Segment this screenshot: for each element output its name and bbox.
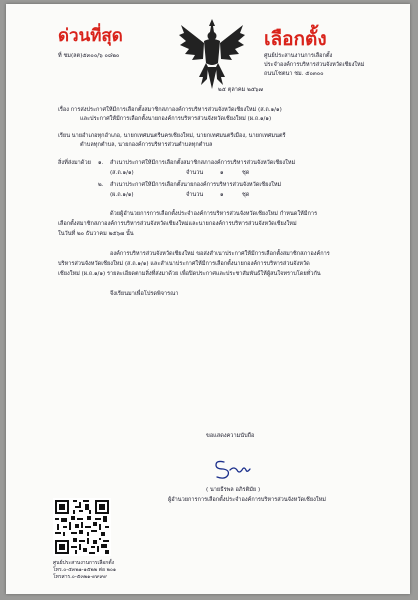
- enclosure-1-text: สำเนาประกาศให้มีการเลือกตั้งสมาชิกสภาองค์การบริหารส่วนจังหวัดเชียงใหม่: [110, 160, 296, 166]
- enclosure-1-qty-label: จำนวน: [186, 170, 204, 176]
- footer-office: ศูนย์ประสานงานการเลือกตั้ง: [53, 560, 115, 566]
- office-address: ถนนโชตนา ชม. ๕๐๓๐๐: [264, 71, 324, 77]
- office-name: ศูนย์ประสานงานการเลือกตั้ง: [264, 53, 333, 59]
- enclosure-2-text: สำเนาประกาศให้มีการเลือกตั้งนายกองค์การบริหารส่วนจังหวัดเชียงใหม่: [110, 182, 282, 188]
- enclosure-2-qty: ๑: [220, 192, 224, 198]
- document-date: ๒๕ ตุลาคม ๒๕๖๗: [218, 87, 263, 93]
- recipient-line-1: เรียน นายอำเภอทุกอำเภอ, นายกเทศมนตรีนครเชียงใหม่, นายกเทศมนตรีเมือง, นายกเทศมนตรี: [58, 133, 286, 139]
- body-para2-line-1: องค์การบริหารส่วนจังหวัดเชียงใหม่ ขอส่งสำเนาประกาศให้มีการเลือกตั้งสมาชิกสภาองค์การ: [110, 251, 330, 257]
- signer-title: ผู้อำนวยการการเลือกตั้งประจำองค์การบริหารส่วนจังหวัดเชียงใหม่: [168, 497, 326, 503]
- footer-fax: โทรสาร.๐-๕๓๒๑-๙๙๙๙: [53, 574, 107, 580]
- subject-line-1: เรื่อง การส่งประกาศให้มีการเลือกตั้งสมาชิกสภาองค์การบริหารส่วนจังหวัดเชียงใหม่ (ส.ถ.๑/๑): [58, 107, 282, 113]
- document-number: ที่ ชม(ลต)๕๓๐๐/๖ ๐๘๒๐: [58, 53, 120, 59]
- enclosure-1-qty: ๑: [220, 170, 224, 176]
- enclosure-2-unit: ชุด: [242, 192, 250, 198]
- enclosure-1-no: ๑.: [98, 160, 104, 166]
- election-stamp: เลือกตั้ง: [264, 28, 327, 50]
- body-para2-line-3: เชียงใหม่ (ผ.ถ.๑/๑) รายละเอียดตามสิ่งที่ส่งมาด้วย เพื่อปิดประกาศและประชาสัมพันธ์ให้ผู้สนใจทราบโดยทั่วกัน: [58, 271, 321, 277]
- enclosures-label: สิ่งที่ส่งมาด้วย: [58, 160, 91, 166]
- body-para1-line-3: ในวันที่ ๒๐ ธันวาคม ๒๕๖๗ นั้น: [58, 231, 134, 237]
- body-para2-line-2: บริหารส่วนจังหวัดเชียงใหม่ (ส.ถ.๑/๑) และสำเนาประกาศให้มีการเลือกตั้งนายกองค์การบริหารส่วนจังหวัด: [58, 261, 310, 267]
- body-para1-line-2: เลือกตั้งสมาชิกสภาองค์การบริหารส่วนจังหวัดเชียงใหม่และนายกองค์การบริหารส่วนจังหวัดเชียงใหม่: [58, 221, 297, 227]
- signer-name: ( นายธีรพล อภิรติมัย ): [206, 487, 261, 493]
- recipient-line-2: ตำบลทุกตำบล, นายกองค์การบริหารส่วนตำบลทุกตำบล: [80, 142, 213, 148]
- enclosure-2-no: ๒.: [98, 182, 104, 188]
- footer-phone: โทร.๐-๕๓๒๑-๑๕๒๒ ต่อ ๒๐๑: [53, 567, 117, 573]
- garuda-emblem: [177, 17, 247, 91]
- urgency-stamp: ด่วนที่สุด: [58, 26, 123, 46]
- body-para1-line-1: ด้วยผู้อำนวยการการเลือกตั้งประจำองค์การบริหารส่วนจังหวัดเชียงใหม่ กำหนดให้มีการ: [110, 211, 318, 217]
- subject-line-2: และประกาศให้มีการเลือกตั้งนายกองค์การบริหารส่วนจังหวัดเชียงใหม่ (ผ.ถ.๑/๑): [80, 116, 272, 122]
- office-unit: ประจำองค์การบริหารส่วนจังหวัดเชียงใหม่: [264, 62, 365, 68]
- enclosure-2-qty-label: จำนวน: [186, 192, 204, 198]
- regards-line: ขอแสดงความนับถือ: [206, 433, 255, 439]
- document-page: [6, 4, 410, 594]
- enclosure-1-form: (ส.ถ.๑/๑): [110, 170, 134, 176]
- handwritten-signature: [210, 456, 254, 482]
- enclosure-2-form: (ผ.ถ.๑/๑): [110, 192, 134, 198]
- closing-line: จึงเรียนมาเพื่อโปรดพิจารณา: [110, 291, 179, 297]
- qr-code[interactable]: [53, 498, 111, 556]
- enclosure-1-unit: ชุด: [242, 170, 250, 176]
